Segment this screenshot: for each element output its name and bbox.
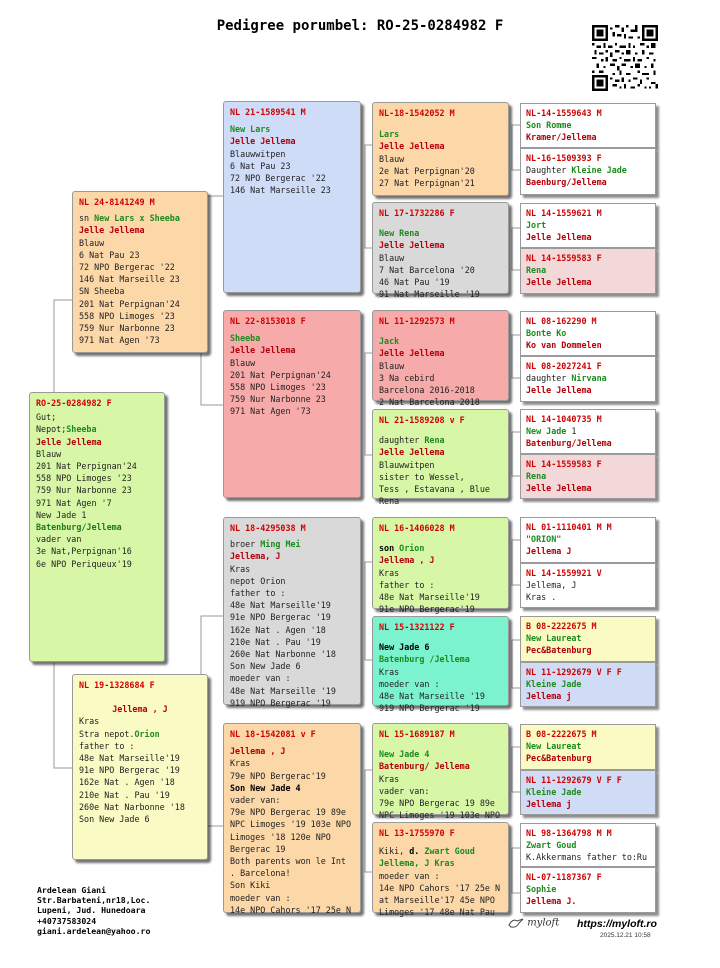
dam-line: 91e NPO Bergerac '19 — [79, 765, 180, 776]
website-link[interactable]: https://myloft.ro — [577, 918, 657, 930]
dd-line: Kras — [230, 758, 251, 769]
g4-card[interactable] — [520, 311, 656, 356]
sdd-daughter: daughter Rena — [379, 435, 445, 446]
dsd-line: 48e Nat Marseille '19 — [379, 691, 485, 702]
ds-owner: Jellema, J — [230, 551, 281, 562]
sd-card[interactable] — [223, 310, 361, 498]
ss-line: 146 Nat Marseille 23 — [230, 185, 331, 196]
g4-ring: NL 11-1292679 V F F — [526, 667, 622, 677]
sds-ring: NL 11-1292573 M — [379, 316, 455, 326]
sds-line: Blauw — [379, 360, 405, 371]
ssd-name: New Rena — [379, 228, 420, 239]
sd-line: 971 Nat Agen '73 — [230, 406, 311, 417]
ssd-ring: NL 17-1732286 F — [379, 208, 455, 218]
g4-card[interactable] — [520, 148, 656, 195]
breeder-address: Str.Barbateni,nr18,Loc. — [37, 895, 151, 906]
g4-ring: NL 14-1559621 M — [526, 208, 602, 218]
subject-line: 6e NPO Periqueux'19 — [36, 558, 132, 569]
breeder-contact — [37, 885, 150, 936]
dam-owner: Jellema , J — [112, 704, 168, 715]
subject-line: New Jade 1 — [36, 509, 87, 520]
ds-line: 919 NPO Bergerac '19 — [230, 697, 331, 708]
g4-name: Son Romme — [526, 120, 572, 130]
dds-name: New Jade 4 — [379, 749, 430, 760]
sss-line: Blauw — [379, 153, 405, 164]
ss-card[interactable] — [223, 101, 361, 293]
g4-name: New Jade 1 — [526, 426, 577, 436]
g4-owner: Jelle Jellema — [526, 232, 592, 242]
subject-color: Blauw — [36, 448, 62, 459]
ddd-name: Kiki, d. Zwart Goud Jellema, J Kras — [379, 846, 475, 869]
g4-name: Rena — [526, 265, 547, 275]
g4-name: Zwart Goud — [526, 840, 577, 850]
g4-card[interactable] — [520, 724, 656, 770]
ds-line: 48e Nat Marseille'19 — [230, 600, 331, 611]
dds-card[interactable] — [372, 723, 509, 821]
ds-line: 210e Nat . Pau '19 — [230, 636, 321, 647]
sire-name: sn New Lars x Sheeba — [79, 213, 180, 224]
ssd-owner: Jelle Jellema — [379, 240, 445, 251]
g4-name: Sophie — [526, 884, 557, 894]
dsd-line: moeder van : — [379, 678, 440, 689]
dds-line: NPC Limoges '19 103e NPO — [379, 810, 501, 821]
dam-line: Kras — [79, 716, 100, 727]
dam-line: 48e Nat Marseille'19 — [79, 753, 180, 764]
g4-name: New Laureat — [526, 741, 582, 751]
dam-line: 260e Nat Narbonne '18 — [79, 801, 185, 812]
dsd-line: Kras — [379, 666, 400, 677]
sdd-ring: NL 21-1589208 v F — [379, 415, 465, 425]
subject-ring: RO-25-0284982 F — [36, 398, 112, 408]
sd-line: Blauw — [230, 357, 256, 368]
breeder-phone: +40737583024 — [37, 915, 97, 926]
ddd-line: Limoges '17 48e Nat Pau — [379, 907, 495, 918]
g4-name: Jort — [526, 220, 547, 230]
sss-owner: Jelle Jellema — [379, 141, 445, 152]
ssd-line: 7 Nat Barcelona '20 — [379, 264, 475, 275]
dd-line: moeder van : — [230, 892, 291, 903]
dd-line: 79e NPO Bergerac 19 89e NPC Limoges '19 103e NPO Limoges '18 120e NPO Bergerac 19 — [230, 807, 352, 854]
ds-line: 48e Nat Marseille '19 — [230, 685, 336, 696]
dam-nepot: Stra nepot.Orion — [79, 728, 160, 739]
g4-owner: Pec&Batenburg — [526, 645, 592, 655]
dss-son: son Orion — [379, 543, 425, 554]
sds-name: Jack — [379, 336, 400, 347]
ss-line: Blauwwitpen — [230, 148, 286, 159]
ss-line: 72 NPO Bergerac '22 — [230, 173, 326, 184]
g4-card[interactable] — [520, 770, 656, 815]
g4-line: K.Akkermans father to:Ru — [526, 852, 648, 862]
dd-ring: NL 18-1542081 v F — [230, 729, 316, 739]
breeder-email[interactable]: giani.ardelean@yahoo.ro — [37, 925, 151, 936]
g4-card[interactable] — [520, 454, 656, 499]
dd-bold-line: Son New Jade 4 — [230, 782, 301, 793]
dsd-line: 919 NPO Bergerac '19 — [379, 703, 480, 714]
ds-line: nepot Orion — [230, 575, 286, 586]
ss-owner: Jelle Jellema — [230, 136, 296, 147]
sd-line: 558 NPO Limoges '23 — [230, 382, 326, 393]
g4-ring: NL-07-1187367 F — [526, 872, 602, 882]
dd-line: 14e NPO Cahors '17 25e N — [230, 904, 352, 915]
g4-ring: NL-16-1509393 F — [526, 153, 602, 163]
sdd-card[interactable] — [372, 409, 509, 507]
ds-line: 162e Nat . Agen '18 — [230, 624, 326, 635]
sds-card[interactable] — [372, 310, 509, 408]
sds-line: 3 Na cebird — [379, 372, 435, 383]
dd-line: vader van: — [230, 795, 281, 806]
ds-line: Son New Jade 6 — [230, 661, 301, 672]
dds-line: Kras — [379, 773, 400, 784]
ssd-line: Blauw — [379, 252, 405, 263]
dd-owner: Jellema , J — [230, 746, 286, 757]
g4-name: Kleine Jade — [526, 787, 582, 797]
dsd-ring: NL 15-1321122 F — [379, 622, 455, 632]
g4-name: "ORION" — [526, 534, 562, 544]
ds-ring: NL 18-4295038 M — [230, 523, 306, 533]
dsd-card[interactable] — [372, 616, 509, 714]
sire-line: 146 Nat Marseille 23 — [79, 274, 180, 285]
pigeon-logo-icon — [508, 917, 524, 929]
g4-owner: Pec&Batenburg — [526, 753, 592, 763]
sss-line: 2e Nat Perpignan'20 — [379, 165, 475, 176]
g4-owner: Jellema J. — [526, 896, 577, 906]
dam-ring: NL 19-1328684 F — [79, 680, 155, 690]
sd-name: Sheeba — [230, 333, 261, 344]
g4-owner: Jellema J — [526, 546, 572, 556]
g4-owner: Jellema j — [526, 799, 572, 809]
g4-line: Jellema, J — [526, 580, 577, 590]
dss-owner: Jellema , J — [379, 555, 435, 566]
ds-line: Kras — [230, 563, 251, 574]
breeder-name: Ardelean Giani — [37, 885, 107, 895]
g4-card[interactable] — [520, 563, 656, 608]
dd-line: Son Kiki — [230, 880, 271, 891]
sire-line: 201 Nat Perpignan'24 — [79, 298, 180, 309]
sdd-owner: Jelle Jellema — [379, 447, 445, 458]
ds-broer: broer Ming Mei — [230, 539, 301, 550]
ds-card[interactable] — [223, 517, 361, 708]
g4-ring: B 08-2222675 M — [526, 729, 597, 739]
g4-card[interactable] — [520, 103, 656, 148]
ddd-ring: NL 13-1755970 F — [379, 828, 455, 838]
sire-ring: NL 24-8141249 M — [79, 197, 155, 207]
ssd-line: 91 Nat Marseille '19 — [379, 289, 480, 300]
g4-owner: Ko van Dommelen — [526, 340, 602, 350]
dss-line: 91e NPO Bergerac'19 — [379, 604, 475, 615]
sss-name: Lars — [379, 129, 400, 140]
sdd-line: sister to Wessel, — [379, 471, 465, 482]
g4-card[interactable] — [520, 517, 656, 563]
myloft-logo: myloft — [508, 917, 559, 929]
ds-line: father to : — [230, 588, 286, 599]
sd-ring: NL 22-8153018 F — [230, 316, 306, 326]
g4-name: Daughter Kleine Jade — [526, 165, 627, 175]
subject-result: 558 NPO Limoges '23 — [36, 473, 132, 484]
g4-card[interactable] — [520, 356, 656, 402]
dd-line: Both parents won le Int . Barcelona! — [230, 856, 346, 879]
ss-line: 6 Nat Pau 23 — [230, 160, 291, 171]
sds-owner: Jelle Jellema — [379, 348, 445, 359]
g4-ring: NL 14-1040735 M — [526, 414, 602, 424]
ss-ring: NL 21-1589541 M — [230, 107, 306, 117]
ds-line: 91e NPO Bergerac '19 — [230, 612, 331, 623]
dam-card[interactable] — [72, 674, 208, 860]
g4-name: Bonte Ko — [526, 328, 567, 338]
sd-line: 201 Nat Perpignan'24 — [230, 369, 331, 380]
subject-result: 759 Nur Narbonne 23 — [36, 485, 132, 496]
ddd-line: at Marseille'17 45e NPO — [379, 895, 495, 906]
g4-name: New Laureat — [526, 633, 582, 643]
g4-card[interactable] — [520, 662, 656, 707]
g4-line: Kras . — [526, 592, 557, 602]
ddd-line: 14e NPO Cahors '17 25e N — [379, 882, 501, 893]
ss-name: New Lars — [230, 124, 271, 135]
g4-card[interactable] — [520, 823, 656, 867]
sds-line: Barcelona 2016-2018 — [379, 385, 475, 396]
g4-owner: Baenburg/Jellema — [526, 177, 607, 187]
subject-line: vader van — [36, 534, 82, 545]
g4-owner: Kramer/Jellema — [526, 132, 597, 142]
ddd-card[interactable] — [372, 822, 509, 918]
dss-ring: NL 16-1406028 M — [379, 523, 455, 533]
dss-card[interactable] — [372, 517, 509, 615]
g4-name: daughter Nirvana — [526, 373, 607, 383]
g4-ring: NL-14-1559643 M — [526, 108, 602, 118]
sss-card[interactable] — [372, 102, 509, 196]
sire-card[interactable] — [72, 191, 208, 353]
sire-line: 971 Nat Agen '73 — [79, 335, 160, 346]
g4-ring: B 08-2222675 M — [526, 621, 597, 631]
dds-owner: Batenburg/ Jellema — [379, 761, 470, 772]
sdd-line: Blauwwitpen — [379, 459, 435, 470]
dam-line: 210e Nat . Pau '19 — [79, 789, 170, 800]
ssd-card[interactable] — [372, 202, 509, 300]
subject-card[interactable] — [29, 392, 165, 662]
sire-line: 6 Nat Pau 23 — [79, 249, 140, 260]
g4-card[interactable] — [520, 248, 656, 294]
ssd-line: 46 Nat Pau '19 — [379, 277, 450, 288]
dds-line: 79e NPO Bergerac 19 89e — [379, 798, 495, 809]
subject-owner: Jelle Jellema — [36, 436, 102, 447]
sire-line: SN Sheeba — [79, 286, 125, 297]
page-title: Pedigree porumbel: RO-25-0284982 F — [216, 18, 504, 34]
dam-line: father to : — [79, 740, 135, 751]
sire-line: Blauw — [79, 237, 105, 248]
g4-owner: Jelle Jellema — [526, 385, 592, 395]
dd-line: 79e NPO Bergerac'19 — [230, 770, 326, 781]
subject-nepot: Nepot;Sheeba — [36, 424, 97, 435]
dam-line: Son New Jade 6 — [79, 814, 150, 825]
g4-ring: NL 14-1559921 V — [526, 568, 602, 578]
dds-ring: NL 15-1689187 M — [379, 729, 455, 739]
g4-ring: NL 98-1364798 M M — [526, 828, 612, 838]
g4-ring: NL 14-1559583 F — [526, 459, 602, 469]
sd-owner: Jelle Jellema — [230, 345, 296, 356]
sds-line: 2 Nat Barcelona 2018 — [379, 397, 480, 408]
sss-ring: NL-18-1542052 M — [379, 108, 455, 118]
g4-ring: NL 14-1559583 F — [526, 253, 602, 263]
ds-line: 260e Nat Narbonne '18 — [230, 649, 336, 660]
dsd-name: New Jade 6 — [379, 642, 430, 653]
sdd-line: Rena — [379, 496, 400, 507]
sdd-line: Tess , Estavana , Blue — [379, 484, 490, 495]
g4-name: Kleine Jade — [526, 679, 582, 689]
g4-ring: NL 01-1110401 M M — [526, 522, 612, 532]
sire-owner: Jelle Jellema — [79, 225, 145, 236]
g4-card[interactable] — [520, 867, 656, 913]
g4-ring: NL 11-1292679 V F F — [526, 775, 622, 785]
print-timestamp: 2025.12.21 10:58 — [600, 932, 651, 939]
subject-line: Gut; — [36, 412, 57, 423]
dss-line: Kras — [379, 567, 400, 578]
g4-card[interactable] — [520, 409, 656, 454]
g4-ring: NL 08-2027241 F — [526, 361, 602, 371]
ds-line: moeder van : — [230, 673, 291, 684]
ddd-line: moeder van : — [379, 870, 440, 881]
subject-result: 201 Nat Perpignan'24 — [36, 461, 137, 472]
g4-owner: Batenburg/Jellema — [526, 438, 612, 448]
dsd-owner: Batenburg /Jellema — [379, 654, 470, 665]
sire-line: 558 NPO Limoges '23 — [79, 310, 175, 321]
g4-card[interactable] — [520, 203, 656, 248]
subject-bold-line: Batenburg/Jellema — [36, 522, 122, 533]
dss-line: 48e Nat Marseille'19 — [379, 592, 480, 603]
g4-owner: Jelle Jellema — [526, 277, 592, 287]
g4-card[interactable] — [520, 616, 656, 662]
g4-owner: Jelle Jellema — [526, 483, 592, 493]
dds-line: vader van: — [379, 785, 430, 796]
g4-name: Rena — [526, 471, 547, 481]
sire-line: 759 Nur Narbonne 23 — [79, 323, 175, 334]
subject-line: 3e Nat,Perpignan'16 — [36, 546, 132, 557]
sire-line: 72 NPO Bergerac '22 — [79, 262, 175, 273]
sd-line: 759 Nur Narbonne 23 — [230, 394, 326, 405]
subject-result: 971 Nat Agen '7 — [36, 497, 112, 508]
dd-card[interactable] — [223, 723, 361, 913]
g4-ring: NL 08-162290 M — [526, 316, 597, 326]
sss-line: 27 Nat Perpignan'21 — [379, 178, 475, 189]
dam-line: 162e Nat . Agen '18 — [79, 777, 175, 788]
dss-line: father to : — [379, 579, 435, 590]
g4-owner: Jellema j — [526, 691, 572, 701]
breeder-address: Lupeni, Jud. Hunedoara — [37, 905, 146, 916]
